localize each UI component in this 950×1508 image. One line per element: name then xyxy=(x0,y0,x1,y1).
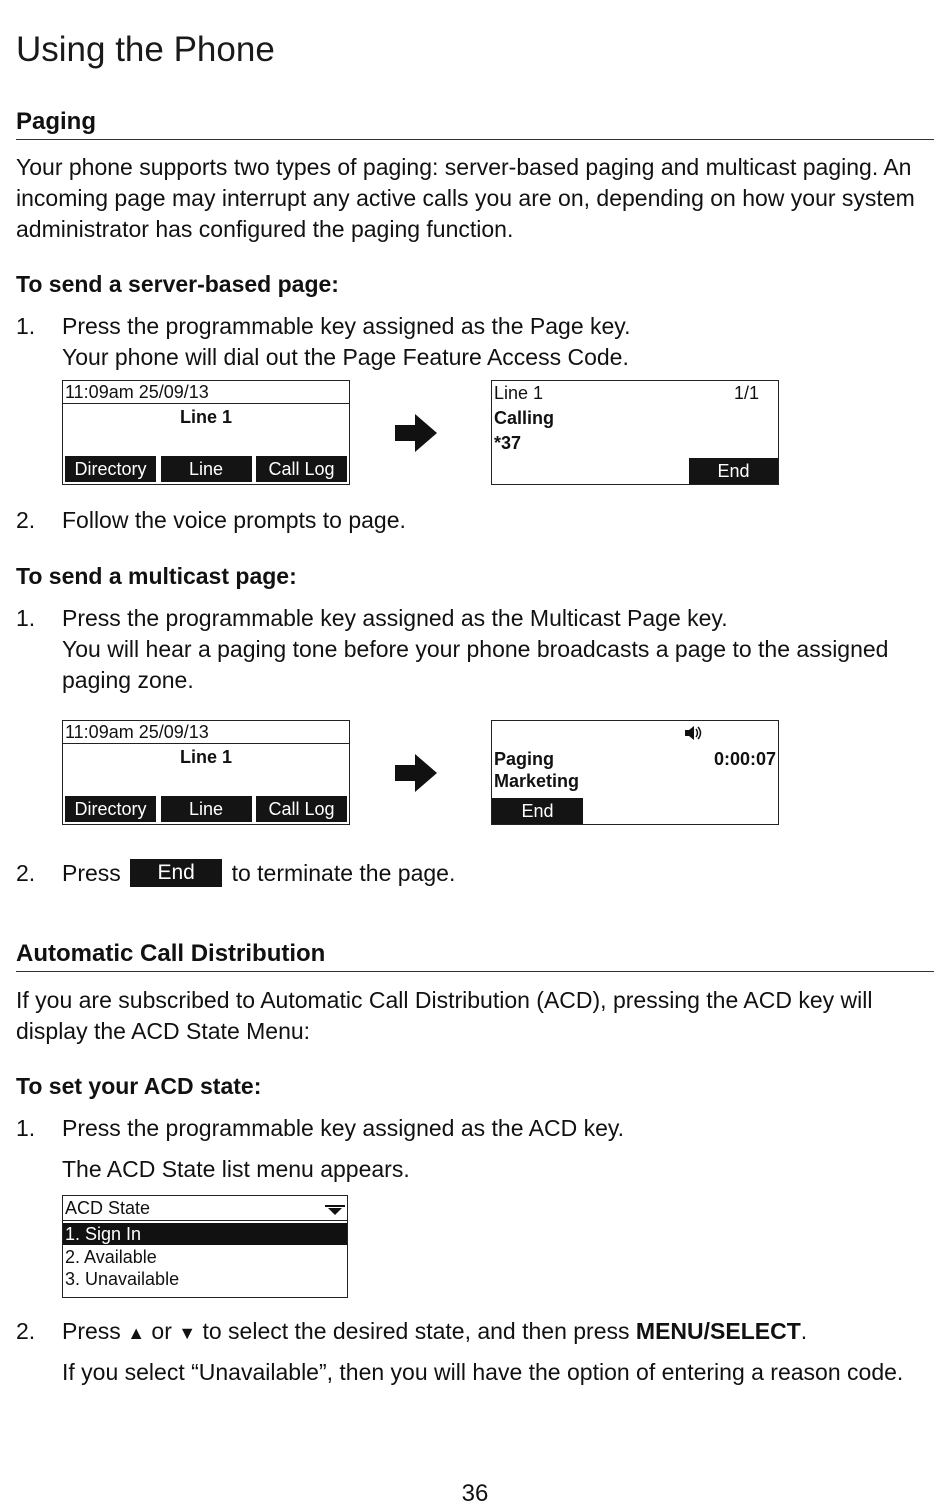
acd-menu-title-text: ACD State xyxy=(65,1198,151,1218)
step-number: 1. xyxy=(16,313,36,339)
screen-datetime: 11:09am 25/09/13 xyxy=(63,381,349,404)
screen-line-label: Line 1 xyxy=(179,747,232,767)
softkey-end[interactable]: End xyxy=(689,458,778,484)
section-divider xyxy=(16,139,934,140)
phone-screen-idle xyxy=(62,720,350,825)
acd-option-unavailable[interactable]: 3. Unavailable xyxy=(65,1269,180,1289)
softkey-call-log[interactable]: Call Log xyxy=(256,456,347,482)
paging-intro: Your phone supports two types of paging: server-based paging and multicast paging. An incoming page may interrupt any active calls you are on, depending on how your system administrator has configured the paging function. xyxy=(16,154,915,242)
softkey-directory[interactable]: Directory xyxy=(65,796,156,822)
arrow-right-icon xyxy=(393,410,439,456)
acd-option-sign-in[interactable]: 1. Sign In xyxy=(63,1223,347,1245)
page-number: 36 xyxy=(461,1480,489,1507)
section-heading-paging: Paging xyxy=(16,108,97,135)
multicast-step1 xyxy=(62,603,902,696)
acd-intro: If you are subscribed to Automatic Call Distribution (ACD), pressing the ACD key will display the ACD State Menu: xyxy=(16,987,873,1044)
phone-screen-idle xyxy=(62,380,350,485)
up-arrow-icon: ▲ xyxy=(127,1323,146,1343)
softkey-call-log[interactable]: Call Log xyxy=(256,796,347,822)
menu-select-key: MENU/SELECT xyxy=(635,1318,801,1344)
end-key: End xyxy=(130,859,222,887)
page-title: Using the Phone xyxy=(16,30,275,69)
step-text: to terminate the page. xyxy=(231,860,456,886)
screen-line-label: Line 1 xyxy=(179,407,232,427)
screen-datetime: 11:09am 25/09/13 xyxy=(63,721,349,744)
screen-call-status: Calling xyxy=(494,408,555,428)
screen-dialed-code: *37 xyxy=(494,433,522,453)
multicast-step1-line2: You will hear a paging tone before your phone broadcasts a page to the assigned paging zone. xyxy=(62,636,889,693)
section-heading-acd: Automatic Call Distribution xyxy=(16,940,326,967)
server-step1-line2: Your phone will dial out the Page Feature Access Code. xyxy=(62,344,629,370)
softkey-line[interactable]: Line xyxy=(161,456,252,482)
acd-step1-line2: The ACD State list menu appears. xyxy=(62,1156,410,1182)
step-number: 1. xyxy=(16,1115,36,1141)
acd-step2-note: If you select “Unavailable”, then you will have the option of entering a reason code. xyxy=(62,1359,904,1385)
step-text: Press xyxy=(62,860,121,886)
step-text: to select the desired state, and then press xyxy=(202,1318,630,1344)
acd-option-available[interactable]: 2. Available xyxy=(65,1247,157,1267)
server-step2: Follow the voice prompts to page. xyxy=(62,507,406,533)
step-number: 2. xyxy=(16,507,36,533)
server-step1 xyxy=(62,311,937,373)
server-step1-line1: Press the programmable key assigned as the Page key. xyxy=(62,313,631,339)
down-arrow-icon: ▼ xyxy=(178,1323,197,1343)
softkey-line[interactable]: Line xyxy=(161,796,252,822)
screen-paging-timer: 0:00:07 xyxy=(713,749,776,769)
softkey-bar xyxy=(65,796,347,822)
screen-call-count: 1/1 xyxy=(734,383,760,403)
server-page-heading: To send a server-based page: xyxy=(16,271,339,297)
phone-screen-paging xyxy=(491,720,779,825)
softkey-bar xyxy=(65,456,347,482)
screen-paging-zone: Marketing xyxy=(494,771,580,791)
step-number: 2. xyxy=(16,860,36,886)
section-divider xyxy=(16,971,934,972)
speaker-icon xyxy=(684,725,704,741)
screen-paging-status: Paging xyxy=(494,749,555,769)
dropdown-arrow-icon xyxy=(325,1204,345,1216)
acd-menu-title xyxy=(63,1196,347,1221)
arrow-right-icon xyxy=(393,750,439,796)
step-number: 2. xyxy=(16,1318,36,1344)
softkey-directory[interactable]: Directory xyxy=(65,456,156,482)
acd-step2 xyxy=(62,1316,937,1349)
multicast-step2 xyxy=(62,858,937,889)
multicast-step1-line1: Press the programmable key assigned as the Multicast Page key. xyxy=(62,605,728,631)
acd-step1-line1: Press the programmable key assigned as the ACD key. xyxy=(62,1115,625,1141)
step-text: . xyxy=(800,1318,808,1344)
phone-screen-calling xyxy=(491,380,779,485)
softkey-end[interactable]: End xyxy=(492,798,583,824)
step-text: or xyxy=(151,1318,172,1344)
multicast-page-heading: To send a multicast page: xyxy=(16,563,297,589)
step-number: 1. xyxy=(16,605,36,631)
screen-line-label: Line 1 xyxy=(494,383,544,403)
step-text: Press xyxy=(62,1318,121,1344)
acd-state-menu xyxy=(62,1195,348,1298)
acd-set-heading: To set your ACD state: xyxy=(16,1073,262,1099)
